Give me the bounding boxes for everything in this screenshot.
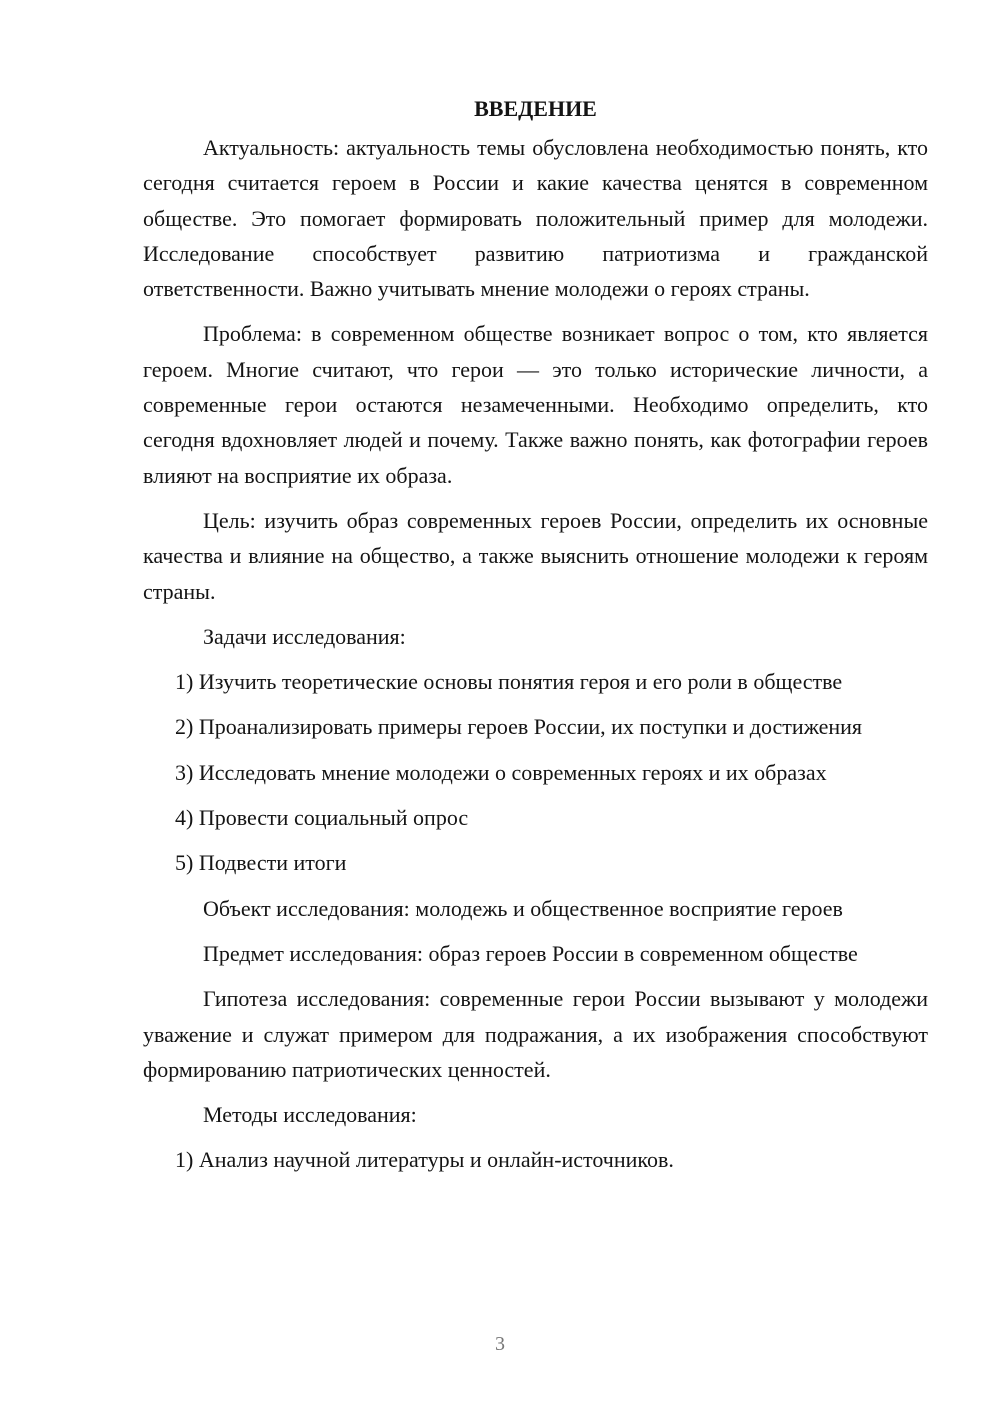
method-item-1: 1) Анализ научной литературы и онлайн-источников. xyxy=(175,1147,674,1173)
research-subject: Предмет исследования: образ героев России в современном обществе xyxy=(203,940,858,966)
task-item-2: 2) Проанализировать примеры героев России, их поступки и достижения xyxy=(175,714,863,740)
methods-title: Методы исследования: xyxy=(203,1102,417,1128)
task-item-5: 5) Подвести итоги xyxy=(175,850,347,876)
task-item-3: 3) Исследовать мнение молодежи о современных героях и их образах xyxy=(175,759,827,785)
section-heading: ВВЕДЕНИЕ xyxy=(474,96,597,121)
research-hypothesis: Гипотеза исследования: современные герои России вызывают у молодежи уважение и служат примером для подражания, а их изображения способствуют формированию патриотических ценностей. xyxy=(143,986,928,1082)
paragraph-problem: Проблема: в современном обществе возникает вопрос о том, кто является героем. Многие считают, что герои — это только исторические личности, а современные герои остаются незамеченными. Необходимо определить, кто сегодня вдохновляет людей и почему. Также важно понять, как фотографии героев влияют на восприятие их образа. xyxy=(143,321,928,488)
paragraph-relevance: Актуальность: актуальность темы обусловлена необходимостью понять, кто сегодня считается героем в России и какие качества ценятся в современном обществе. Это помогает формировать положительный пример для молодежи. Исследование способствует развитию патриотизма и гражданской ответственности. Важно учитывать мнение молодежи о героях страны. xyxy=(143,135,928,302)
task-item-4: 4) Провести социальный опрос xyxy=(175,805,469,831)
document-page xyxy=(143,92,928,1188)
research-object: Объект исследования: молодежь и общественное восприятие героев xyxy=(203,895,843,921)
tasks-title: Задачи исследования: xyxy=(203,623,406,649)
paragraph-goal: Цель: изучить образ современных героев России, определить их основные качества и влияние на общество, а также выяснить отношение молодежи к героям страны. xyxy=(143,507,928,604)
task-item-1: 1) Изучить теоретические основы понятия героя и его роли в обществе xyxy=(175,669,843,695)
page-number: 3 xyxy=(495,1333,505,1355)
